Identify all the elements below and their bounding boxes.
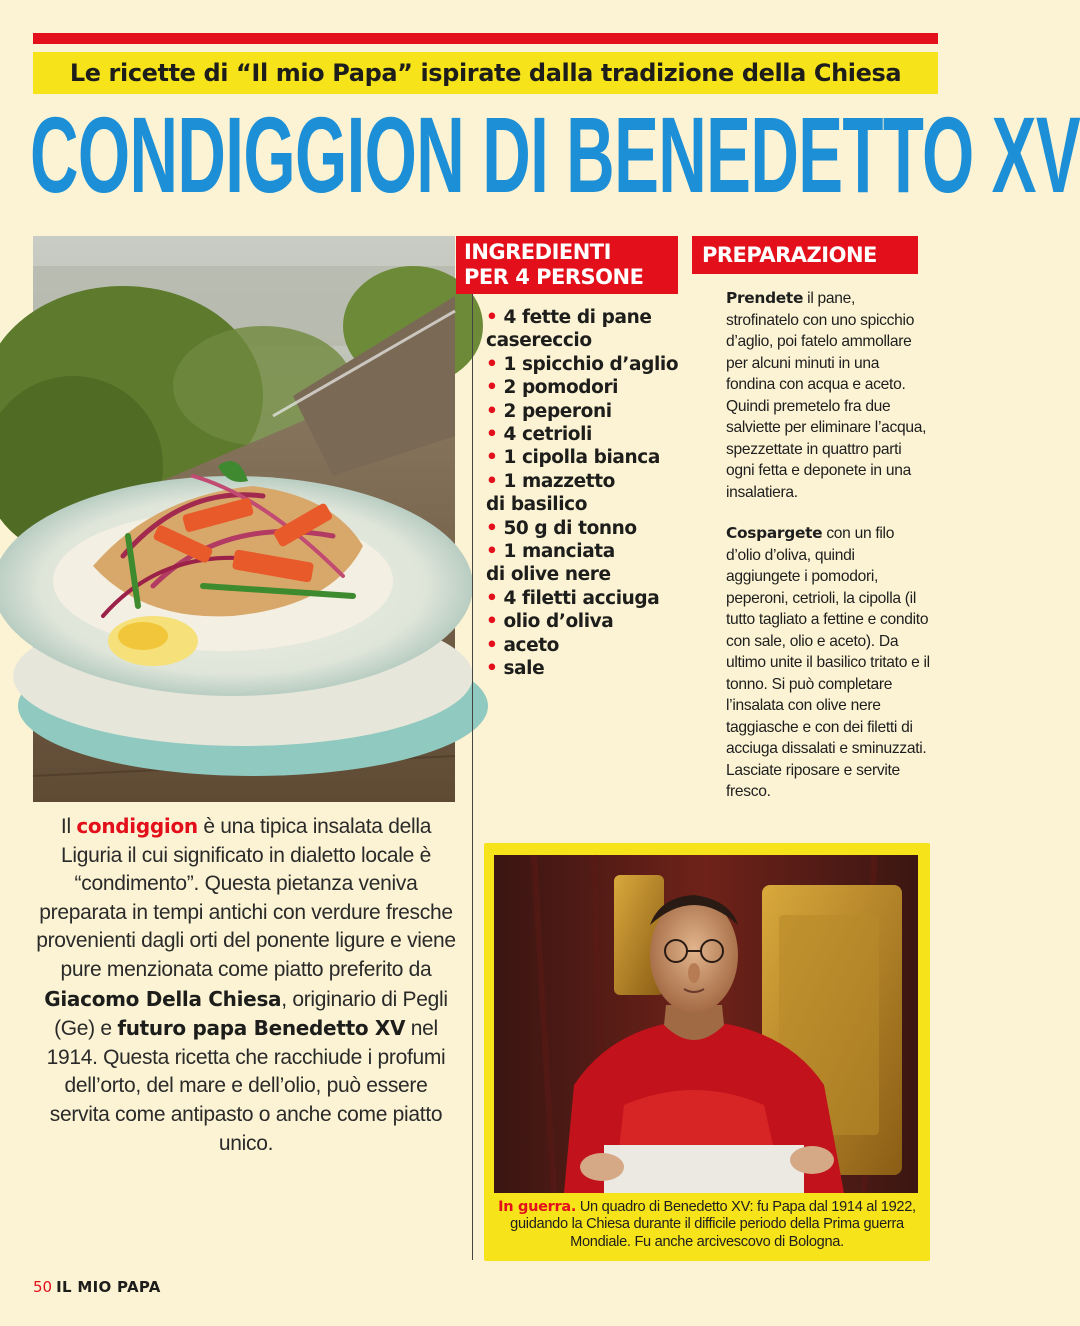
ingredient-item <box>486 657 706 680</box>
column-divider <box>472 240 473 1260</box>
ingredient-line: 1 mazzetto <box>503 470 615 492</box>
intro-text: Il <box>60 815 77 838</box>
ingredient-line: di basilico <box>486 494 588 516</box>
bullet: • <box>486 587 498 609</box>
bullet: • <box>486 400 498 422</box>
intro-text: , originario di Pegli (Ge) e <box>54 987 448 1041</box>
ingredient-line: 4 cetrioli <box>503 424 592 446</box>
bullet: • <box>486 541 498 563</box>
preparation-step-2 <box>726 523 931 803</box>
ingredient-item <box>486 353 706 376</box>
intro-text: nel 1914. Questa ricetta che racchiude i profumi dell’orto, del mare e dell’olio, può essere servita come antipasto o anche come piatto unico. <box>46 1017 446 1155</box>
ingredients-heading-line2: PER 4 PERSONE <box>464 265 644 289</box>
portrait-caption <box>496 1199 918 1251</box>
ingredients-heading-line1: INGREDIENTI <box>464 240 611 264</box>
portrait-painting <box>494 855 918 1193</box>
intro-bold: futuro papa Benedetto XV <box>117 1016 406 1041</box>
portrait-box <box>484 843 930 1261</box>
ingredient-item <box>486 634 706 657</box>
page-number: 50 <box>33 1278 53 1296</box>
ingredient-line: 2 pomodori <box>503 377 619 399</box>
preparation-step-1 <box>726 288 931 503</box>
magazine-name: IL MIO PAPA <box>56 1278 161 1296</box>
ingredient-line: casereccio <box>486 330 592 352</box>
ingredient-line: di olive nere <box>486 564 611 586</box>
bullet: • <box>486 611 498 633</box>
step-lead: Cospargete <box>726 524 823 542</box>
ingredient-line: 4 fette di pane <box>503 307 652 328</box>
intro-text: è una tipica insalata della Liguria il cui significato in dialetto locale è “condimento”. Questa pietanza veniva preparata in tempi antichi con verdure fresche provenienti dagli orti del ponente ligure e viene pure menzionata come piatto preferito da <box>36 815 456 981</box>
intro-bold: Giacomo Della Chiesa <box>44 986 282 1011</box>
top-red-rule <box>33 33 938 44</box>
ingredient-line: 1 spicchio d’aglio <box>503 353 679 375</box>
bullet: • <box>486 470 498 492</box>
bullet: • <box>486 634 498 656</box>
page-title: CONDIGGION DI BENEDETTO XV <box>30 94 1080 215</box>
ingredient-line: sale <box>503 658 545 680</box>
ingredient-item <box>486 587 706 610</box>
ingredient-item <box>486 470 706 517</box>
ingredient-item <box>486 306 706 353</box>
ingredient-line: 4 filetti acciuga <box>503 587 660 609</box>
ingredient-line: 1 cipolla bianca <box>503 447 660 469</box>
intro-highlight: condiggion <box>76 814 198 838</box>
ingredient-item <box>486 446 706 469</box>
caption-text: Un quadro di Benedetto XV: fu Papa dal 1914 al 1922, guidando la Chiesa durante il difficile periodo della Prima guerra Mondiale. Fu anche arcivescovo di Bologna. <box>510 1199 916 1250</box>
ingredient-item <box>486 400 706 423</box>
ingredient-line: 2 peperoni <box>503 400 612 422</box>
preparation-text <box>726 288 931 803</box>
ingredient-item <box>486 376 706 399</box>
ingredient-item <box>486 540 706 587</box>
step-lead: Prendete <box>726 289 804 307</box>
ingredient-line: aceto <box>503 634 559 656</box>
intro-paragraph <box>36 812 456 1158</box>
step-body: il pane, strofinatelo con uno spicchio d’aglio, poi fatelo ammollare per alcuni minuti in una fondina con acqua e aceto. Quindi premetelo fra due salviette per eliminare l’acqua, spezzettate in quattro parti ogni fetta e deponete in una insalatiera. <box>726 290 927 501</box>
ingredient-line: olio d’oliva <box>503 611 614 633</box>
bullet: • <box>486 377 498 399</box>
bullet: • <box>486 447 498 469</box>
ingredient-line: 50 g di tonno <box>503 517 637 539</box>
bullet: • <box>486 517 498 539</box>
bullet: • <box>486 353 498 375</box>
ingredient-item <box>486 517 706 540</box>
ingredients-list <box>486 306 706 681</box>
bullet: • <box>486 307 498 328</box>
caption-lead: In guerra. <box>498 1199 577 1215</box>
salad-photo <box>33 236 455 802</box>
bullet: • <box>486 424 498 446</box>
ingredient-item <box>486 610 706 633</box>
preparation-heading: PREPARAZIONE <box>692 236 918 274</box>
ingredient-item <box>486 423 706 446</box>
bullet: • <box>486 658 498 680</box>
section-kicker: Le ricette di “Il mio Papa” ispirate dalla tradizione della Chiesa <box>33 52 938 94</box>
ingredient-line: 1 manciata <box>503 541 615 563</box>
page-folio <box>33 1278 161 1296</box>
step-body: con un filo d’olio d’oliva, quindi aggiungete i pomodori, peperoni, cetrioli, la cipolla (il tutto tagliato a fettine e condito con sale, olio e aceto). Da ultimo unite il basilico tritato e il tonno. Si può completare l’insalata con olive nere taggiasche e con dei filetti di acciuga dissalati e sminuzzati. Lasciate riposare e servite fresco. <box>726 525 930 800</box>
ingredients-heading <box>456 236 678 294</box>
